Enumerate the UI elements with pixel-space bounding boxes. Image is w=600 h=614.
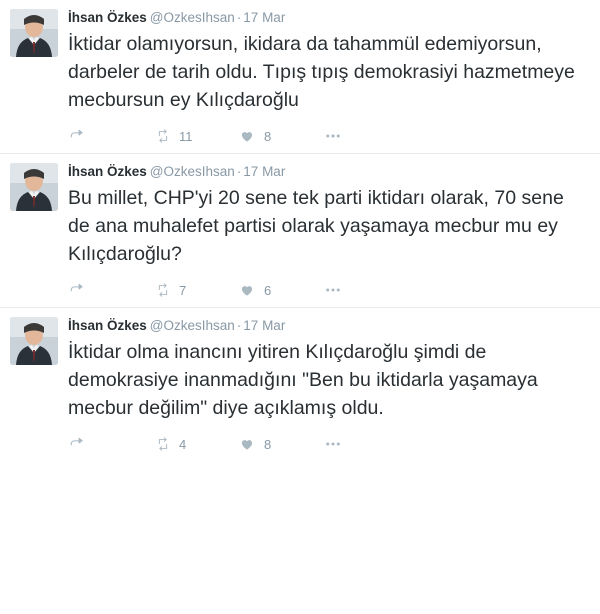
- tweet-actions: [68, 123, 590, 149]
- header-separator: ·: [236, 318, 242, 333]
- reply-button[interactable]: [68, 433, 153, 455]
- retweet-button[interactable]: [153, 279, 238, 301]
- tweet-actions: [68, 431, 590, 457]
- avatar[interactable]: [10, 9, 58, 57]
- retweet-count: 11: [179, 128, 193, 144]
- retweet-count: 4: [179, 436, 187, 452]
- like-button[interactable]: [238, 279, 323, 301]
- tweet-header: [68, 9, 590, 26]
- tweet-item[interactable]: [0, 0, 600, 154]
- tweet-fullname[interactable]: İhsan Özkes: [68, 318, 147, 333]
- more-button[interactable]: [323, 279, 363, 301]
- tweet-fullname[interactable]: İhsan Özkes: [68, 164, 147, 179]
- header-separator: ·: [236, 10, 242, 25]
- more-icon: [323, 127, 343, 145]
- retweet-icon: [153, 127, 173, 145]
- tweet-timestamp[interactable]: 17 Mar: [243, 318, 286, 333]
- retweet-icon: [153, 281, 173, 299]
- more-icon: [323, 435, 343, 453]
- avatar[interactable]: [10, 317, 58, 365]
- tweet-actions: [68, 277, 590, 303]
- heart-icon: [238, 281, 258, 299]
- avatar[interactable]: [10, 163, 58, 211]
- tweet-username[interactable]: @OzkesIhsan: [149, 10, 235, 25]
- reply-button[interactable]: [68, 125, 153, 147]
- like-button[interactable]: [238, 125, 323, 147]
- reply-button[interactable]: [68, 279, 153, 301]
- tweet-username[interactable]: @OzkesIhsan: [149, 318, 235, 333]
- reply-icon: [68, 281, 88, 299]
- tweet-text: İktidar olma inancını yitiren Kılıçdaroğlu şimdi de demokrasiye inanmadığını "Ben bu iktidarla yaşamaya mecbur değilim" diye açıklamış oldu.: [68, 341, 538, 419]
- heart-icon: [238, 435, 258, 453]
- retweet-count: 7: [179, 282, 187, 298]
- tweet-header: [68, 163, 590, 180]
- reply-icon: [68, 435, 88, 453]
- like-button[interactable]: [238, 433, 323, 455]
- like-count: 6: [264, 282, 272, 298]
- tweet-item[interactable]: [0, 308, 600, 461]
- tweet-text: İktidar olamıyorsun, ikidara da tahammül edemiyorsun, darbeler de tarih oldu. Tıpış tıpış demokrasiyi hazmetmeye mecbursun ey Kılıçdaroğlu: [68, 33, 575, 111]
- heart-icon: [238, 127, 258, 145]
- like-count: 8: [264, 128, 272, 144]
- tweet-header: [68, 317, 590, 334]
- tweet-item[interactable]: [0, 154, 600, 308]
- like-count: 8: [264, 436, 272, 452]
- tweet-fullname[interactable]: İhsan Özkes: [68, 10, 147, 25]
- reply-icon: [68, 127, 88, 145]
- tweet-timestamp[interactable]: 17 Mar: [243, 10, 286, 25]
- tweet-text: Bu millet, CHP'yi 20 sene tek parti iktidarı olarak, 70 sene de ana muhalefet partisi olarak yaşamaya mecbur mu ey Kılıçdaroğlu?: [68, 187, 564, 265]
- retweet-icon: [153, 435, 173, 453]
- header-separator: ·: [236, 164, 242, 179]
- more-icon: [323, 281, 343, 299]
- more-button[interactable]: [323, 125, 363, 147]
- retweet-button[interactable]: [153, 433, 238, 455]
- tweet-timestamp[interactable]: 17 Mar: [243, 164, 286, 179]
- tweet-username[interactable]: @OzkesIhsan: [149, 164, 235, 179]
- retweet-button[interactable]: [153, 125, 238, 147]
- more-button[interactable]: [323, 433, 363, 455]
